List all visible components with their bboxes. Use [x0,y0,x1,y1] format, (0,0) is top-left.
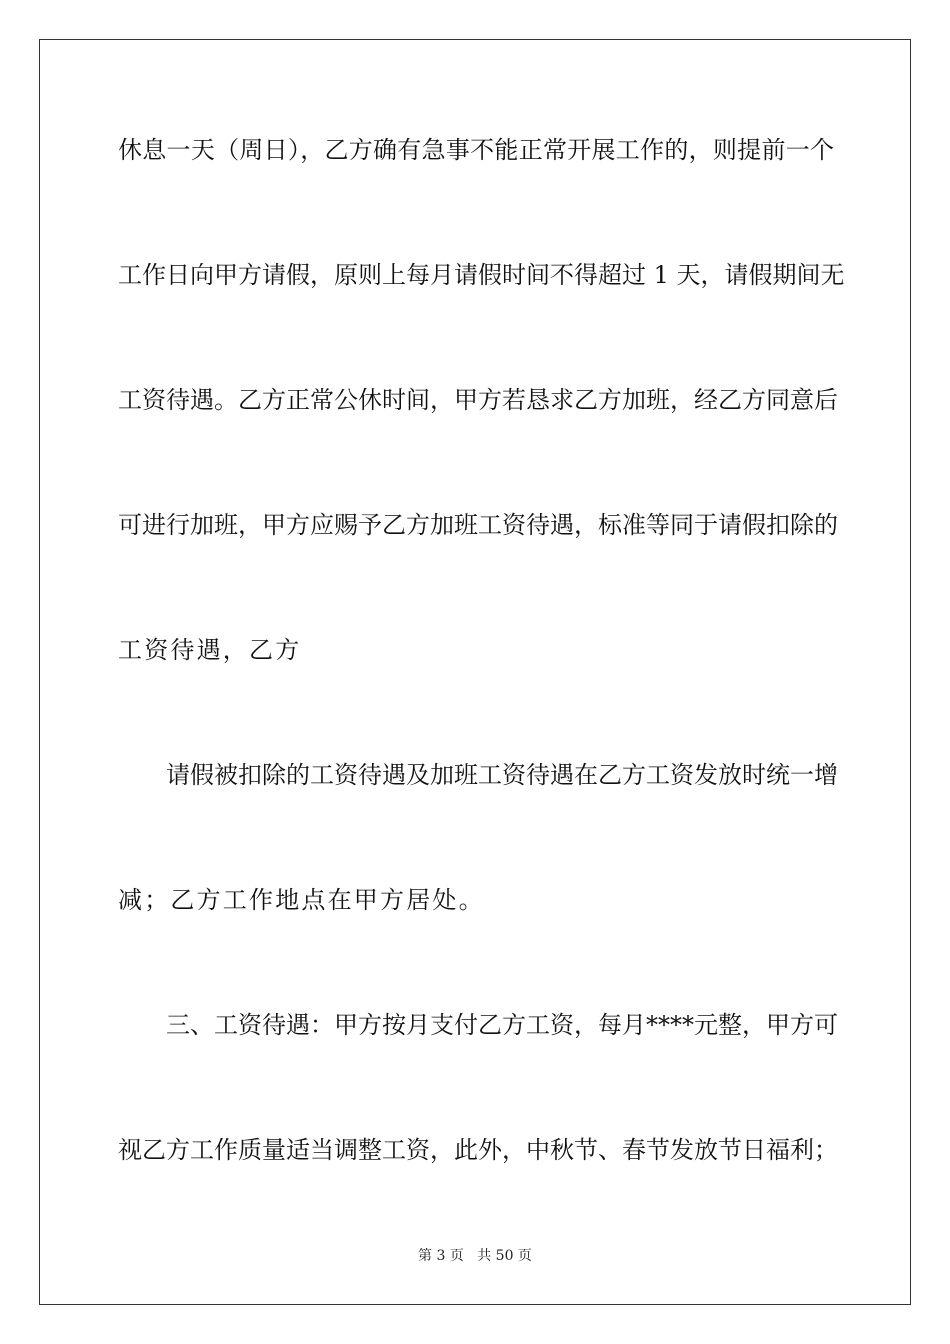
body-line-3: 工资待遇。乙方正常公休时间，甲方若恳求乙方加班，经乙方同意后 [118,386,838,414]
body-line-7: 减；乙方工作地点在甲方居处。 [118,886,485,914]
body-line-1: 休息一天（周日），乙方确有急事不能正常开展工作的，则提前一个 [118,136,834,164]
page-footer [0,1246,950,1266]
body-line-6: 请假被扣除的工资待遇及加班工资待遇在乙方工资发放时统一增 [166,761,838,789]
body-line-9: 视乙方工作质量适当调整工资，此外，中秋节、春节发放节日福利； [118,1136,838,1164]
page-border [39,39,911,1305]
body-line-8: 三、工资待遇：甲方按月支付乙方工资，每月****元整，甲方可 [166,1011,838,1039]
body-line-2: 工作日向甲方请假，原则上每月请假时间不得超过 1 天，请假期间无 [118,261,845,289]
body-line-5: 工资待遇，乙方 [118,636,302,664]
page-total: 共 50 页 [477,1248,532,1264]
page-number: 第 3 页 [418,1248,464,1264]
body-line-4: 可进行加班，甲方应赐予乙方加班工资待遇，标准等同于请假扣除的 [118,511,838,539]
